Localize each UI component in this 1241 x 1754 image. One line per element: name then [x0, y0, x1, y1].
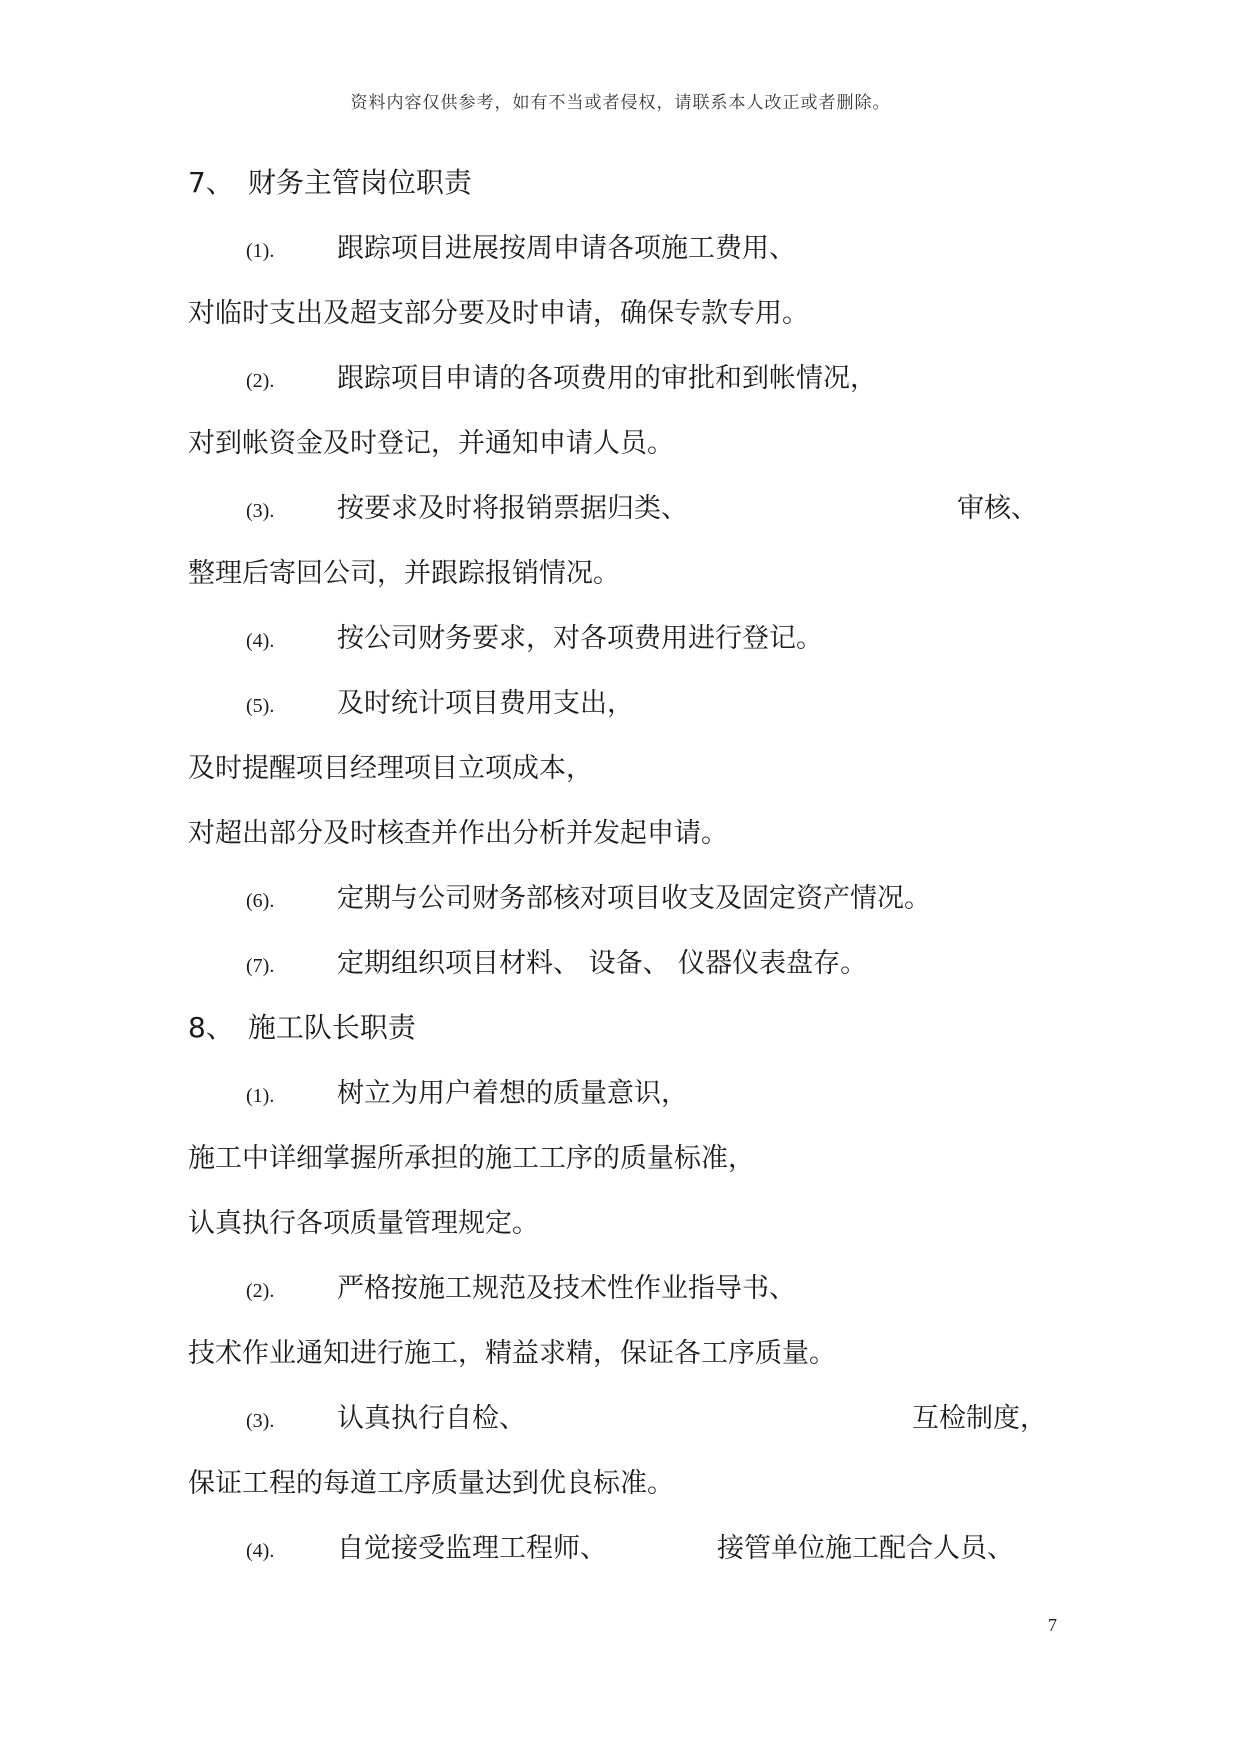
item-text: 互检制度， [912, 1403, 1047, 1434]
item-number: (2). [246, 370, 275, 392]
item-text: 树立为用户着想的质量意识， [337, 1078, 688, 1109]
item-number: (1). [246, 240, 275, 262]
item-number: (4). [246, 630, 275, 652]
item-text: 自觉接受监理工程师、 [337, 1533, 607, 1564]
item-number: (3). [246, 500, 275, 522]
item-text: 及时统计项目费用支出， [337, 688, 634, 719]
item-text: 按公司财务要求，对各项费用进行登记。 [337, 623, 823, 654]
item-text: 保证工程的每道工序质量达到优良标准。 [188, 1468, 674, 1499]
item-text: 对到帐资金及时登记，并通知申请人员。 [188, 428, 674, 459]
section-8-title: 8、 施工队长职责 [188, 1011, 416, 1044]
item-number: (7). [246, 955, 275, 977]
item-number: (4). [246, 1540, 275, 1562]
item-text: 定期组织项目材料、 设备、 仪器仪表盘存。 [337, 948, 868, 979]
item-text: 认真执行各项质量管理规定。 [188, 1208, 539, 1239]
page-header-disclaimer: 资料内容仅供参考，如有不当或者侵权，请联系本人改正或者删除。 [350, 93, 891, 113]
item-text: 认真执行自检、 [337, 1403, 526, 1434]
item-text: 跟踪项目申请的各项费用的审批和到帐情况， [337, 363, 877, 394]
item-text: 跟踪项目进展按周申请各项施工费用、 [337, 233, 796, 264]
item-number: (5). [246, 695, 275, 717]
section-7-title: 7、 财务主管岗位职责 [188, 166, 472, 199]
item-text: 定期与公司财务部核对项目收支及固定资产情况。 [337, 883, 931, 914]
page-number: 7 [1048, 1615, 1057, 1635]
item-text: 严格按施工规范及技术性作业指导书、 [337, 1273, 796, 1304]
item-number: (6). [246, 890, 275, 912]
item-text: 及时提醒项目经理项目立项成本， [188, 753, 593, 784]
item-number: (2). [246, 1280, 275, 1302]
item-text: 施工中详细掌握所承担的施工工序的质量标准， [188, 1143, 755, 1174]
item-text: 接管单位施工配合人员、 [717, 1533, 1014, 1564]
item-text: 审核、 [957, 493, 1038, 524]
item-number: (1). [246, 1085, 275, 1107]
item-text: 按要求及时将报销票据归类、 [337, 493, 688, 524]
item-text: 对临时支出及超支部分要及时申请，确保专款专用。 [188, 298, 809, 329]
item-text: 对超出部分及时核查并作出分析并发起申请。 [188, 818, 728, 849]
item-number: (3). [246, 1410, 275, 1432]
item-text: 技术作业通知进行施工，精益求精，保证各工序质量。 [188, 1338, 836, 1369]
item-text: 整理后寄回公司，并跟踪报销情况。 [188, 558, 620, 589]
